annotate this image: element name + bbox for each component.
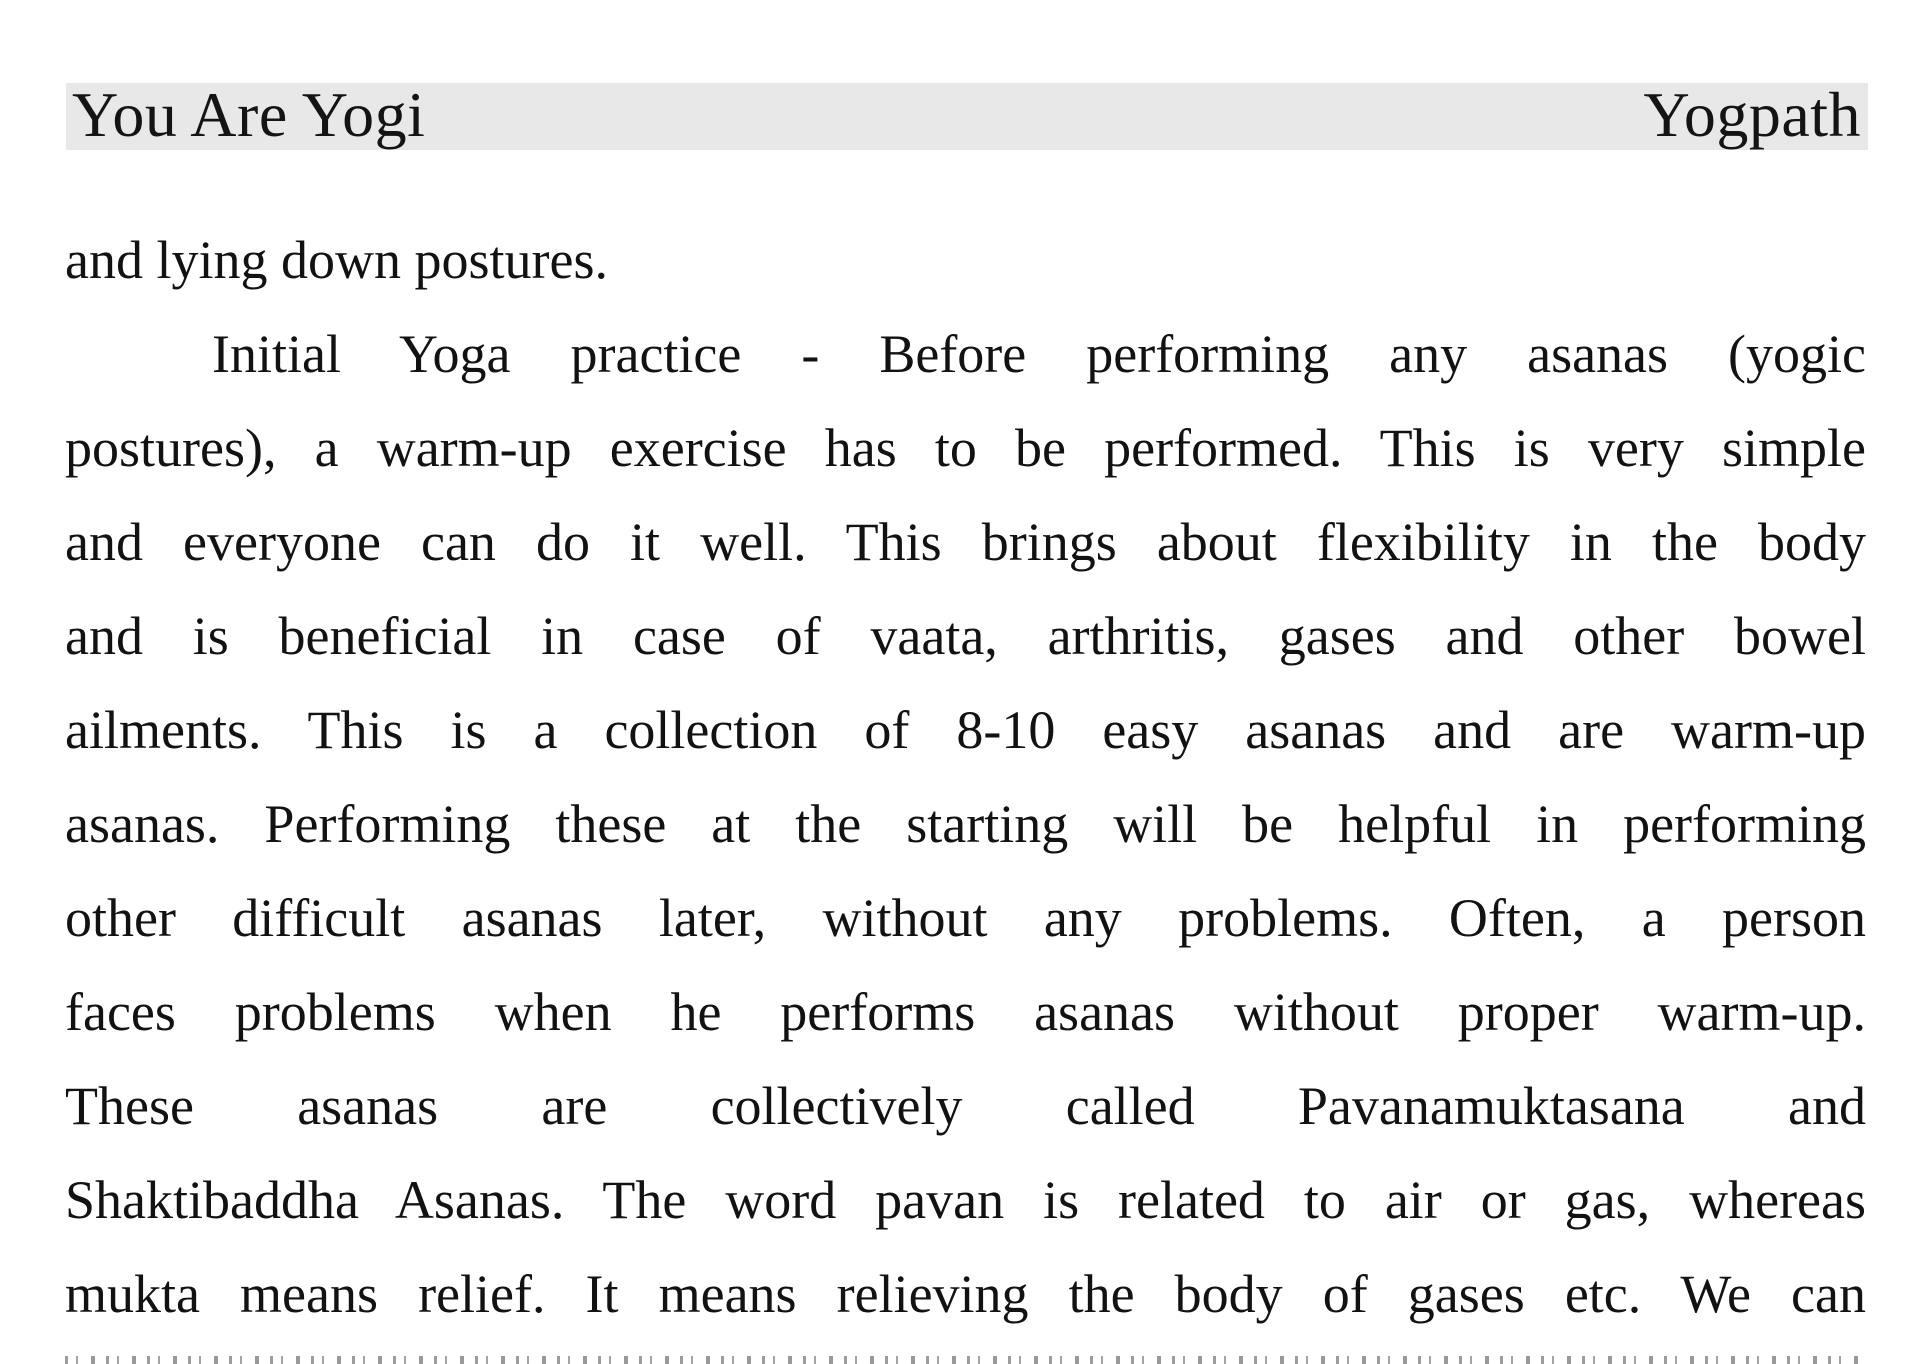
text-line: faces problems when he performs asanas without proper warm-up. xyxy=(65,982,1866,1042)
header-chapter-title: Yogpath xyxy=(1643,79,1861,150)
page-header-bar xyxy=(66,79,1868,150)
body-text-block xyxy=(65,213,1866,1341)
clipped-next-line xyxy=(65,1356,1866,1364)
text-line: Shaktibaddha Asanas. The word pavan is related to air or gas, whereas xyxy=(65,1170,1866,1230)
text-line: and is beneficial in case of vaata, arthritis, gases and other bowel xyxy=(65,606,1866,666)
text-line: and lying down postures. xyxy=(65,230,608,290)
text-line: asanas. Performing these at the starting will be helpful in performing xyxy=(65,794,1866,854)
text-line: and everyone can do it well. This brings about flexibility in the body xyxy=(65,512,1866,572)
text-line: Initial Yoga practice - Before performing any asanas (yogic xyxy=(212,324,1866,384)
text-line: other difficult asanas later, without any problems. Often, a person xyxy=(65,888,1866,948)
text-line: mukta means relief. It means relieving the body of gases etc. We can xyxy=(65,1264,1866,1324)
text-line: These asanas are collectively called Pavanamuktasana and xyxy=(65,1076,1866,1136)
header-book-title: You Are Yogi xyxy=(72,79,426,150)
text-line: ailments. This is a collection of 8-10 easy asanas and are warm-up xyxy=(65,700,1866,760)
text-line: postures), a warm-up exercise has to be performed. This is very simple xyxy=(65,418,1866,478)
